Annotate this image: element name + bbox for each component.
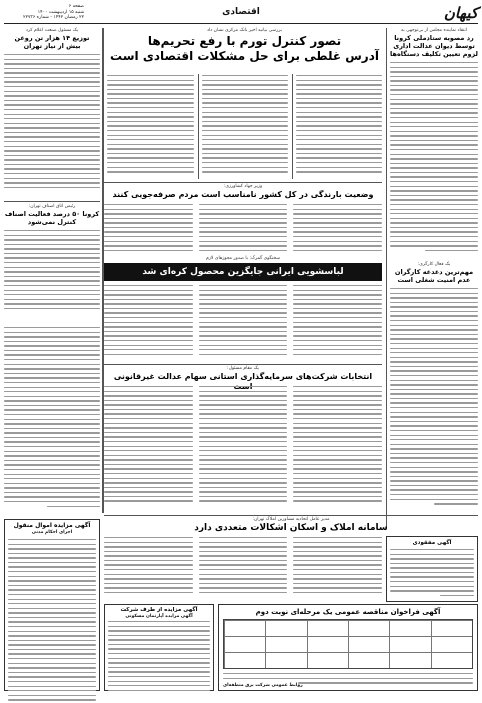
lead-body-col-3 <box>107 74 194 179</box>
notice-ad-right <box>386 536 478 602</box>
story-headline: رد مصوبه ستادملی کرونا توسط دیوان عدالت اداری <box>393 34 475 50</box>
story-headline: مهم‌ترین دغدغه کارگران <box>394 268 474 276</box>
banner-headline: لباسشویی ایرانی جایگزین محصول کره‌ای شد <box>104 263 382 281</box>
story-subheadline: بیش از نیاز تهران <box>23 42 81 50</box>
lead-body-col-1 <box>296 74 382 179</box>
story-headline: وضعیت بارندگی در کل کشور نامناسب است مردم صرفه‌جویی کنند <box>112 190 374 199</box>
ad-subtitle: آگهی مزایده آپارتمان مسکونی <box>125 614 193 619</box>
issue-date: شنبه ۱۵ اردیبهشت ۱۴۰۰ <box>37 9 84 15</box>
tender-table <box>223 619 473 669</box>
story-body <box>390 287 478 506</box>
story-kicker: رئیس اتاق اصناف تهران: <box>28 204 76 209</box>
third-story-body <box>104 385 382 513</box>
issue-info <box>4 4 84 21</box>
story-kicker: یک مقام مسئول: <box>227 366 259 371</box>
ad-title: آگهی فراخوان مناقصه عمومی یک مرحله‌ای نوبت دوم <box>255 608 441 616</box>
banner-kicker: سخنگوی گمرک: با صدور مجوزهای لازم <box>205 256 281 261</box>
lead-story-header <box>107 28 382 72</box>
lead-headline: تصور کنترل تورم با رفع تحریم‌ها <box>147 34 342 48</box>
right-column-story <box>390 28 478 258</box>
story-kicker: مدیر عامل اتحادیه مشاورین املاک تهران: <box>252 517 330 522</box>
story-kicker: یک فعال کارگری: <box>417 262 451 267</box>
lead-subheadline: آدرس غلطی برای حل مشکلات اقتصادی است <box>110 49 379 63</box>
story-subheadline: عدم امنیت شغلی است <box>397 276 471 284</box>
story-kicker: انتقاد نماینده مجلس از بی‌توجهی به <box>400 28 468 33</box>
lead-body-col-2 <box>202 74 288 179</box>
left-column-continued <box>4 326 100 516</box>
ad-title: آگهی مزایده اموال منقول <box>13 522 91 529</box>
story-headline: سامانه املاک و اسکان اشکالات متعددی دارد <box>194 523 388 533</box>
story-headline: انتخابات شرکت‌های سرمایه‌گذاری استانی سهام عدالت غیرقانونی <box>113 372 373 381</box>
ad-subtitle: اجرای احکام مدنی <box>31 530 73 535</box>
story-subheadline: کنترل نمی‌شود <box>27 218 77 226</box>
fourth-story-header <box>104 517 478 533</box>
second-story-body <box>104 203 382 255</box>
ad-title: آگهی مزایده از طرف شرکت <box>120 607 198 613</box>
right-middle-story <box>390 262 478 527</box>
story-body <box>390 61 478 252</box>
lead-kicker: بررسی بیانیه اخیر بانک مرکزی نشان داد <box>206 28 283 33</box>
left-column-story <box>4 28 100 198</box>
newspaper-logo: کیهان <box>443 4 478 22</box>
fourth-story-body <box>104 536 382 602</box>
banner-story-body <box>104 284 382 362</box>
second-story-header <box>104 184 382 200</box>
left-middle-story <box>4 204 100 324</box>
ad-footer: روابط عمومی شرکت برق منطقه‌ای <box>223 683 303 688</box>
story-headline: کرونا ۵۰ درصد فعالیت اصناف <box>4 210 100 218</box>
page-number: صفحه ۶ <box>68 4 84 9</box>
section-title: اقتصادی <box>222 7 260 17</box>
issue-number: ۲۲ رمضان ۱۴۴۲ - شماره ۲۲۷۳۶ <box>23 15 84 20</box>
story-subheadline: لزوم تعیین تکلیف دستگاه‌ها <box>390 50 478 58</box>
auction-ad-middle <box>104 604 214 691</box>
story-headline: توزیع ۱۴ هزار تن روغن <box>14 34 90 42</box>
tender-ad <box>218 604 478 691</box>
ad-title: آگهی مفقودی <box>412 540 452 546</box>
masthead <box>4 4 478 24</box>
story-kicker: وزیر جهاد کشاورزی: <box>223 184 263 189</box>
auction-ad-left <box>4 519 100 691</box>
story-kicker: یک مسئول صنعت اعلام کرد <box>25 28 79 33</box>
third-story-header <box>104 366 382 382</box>
